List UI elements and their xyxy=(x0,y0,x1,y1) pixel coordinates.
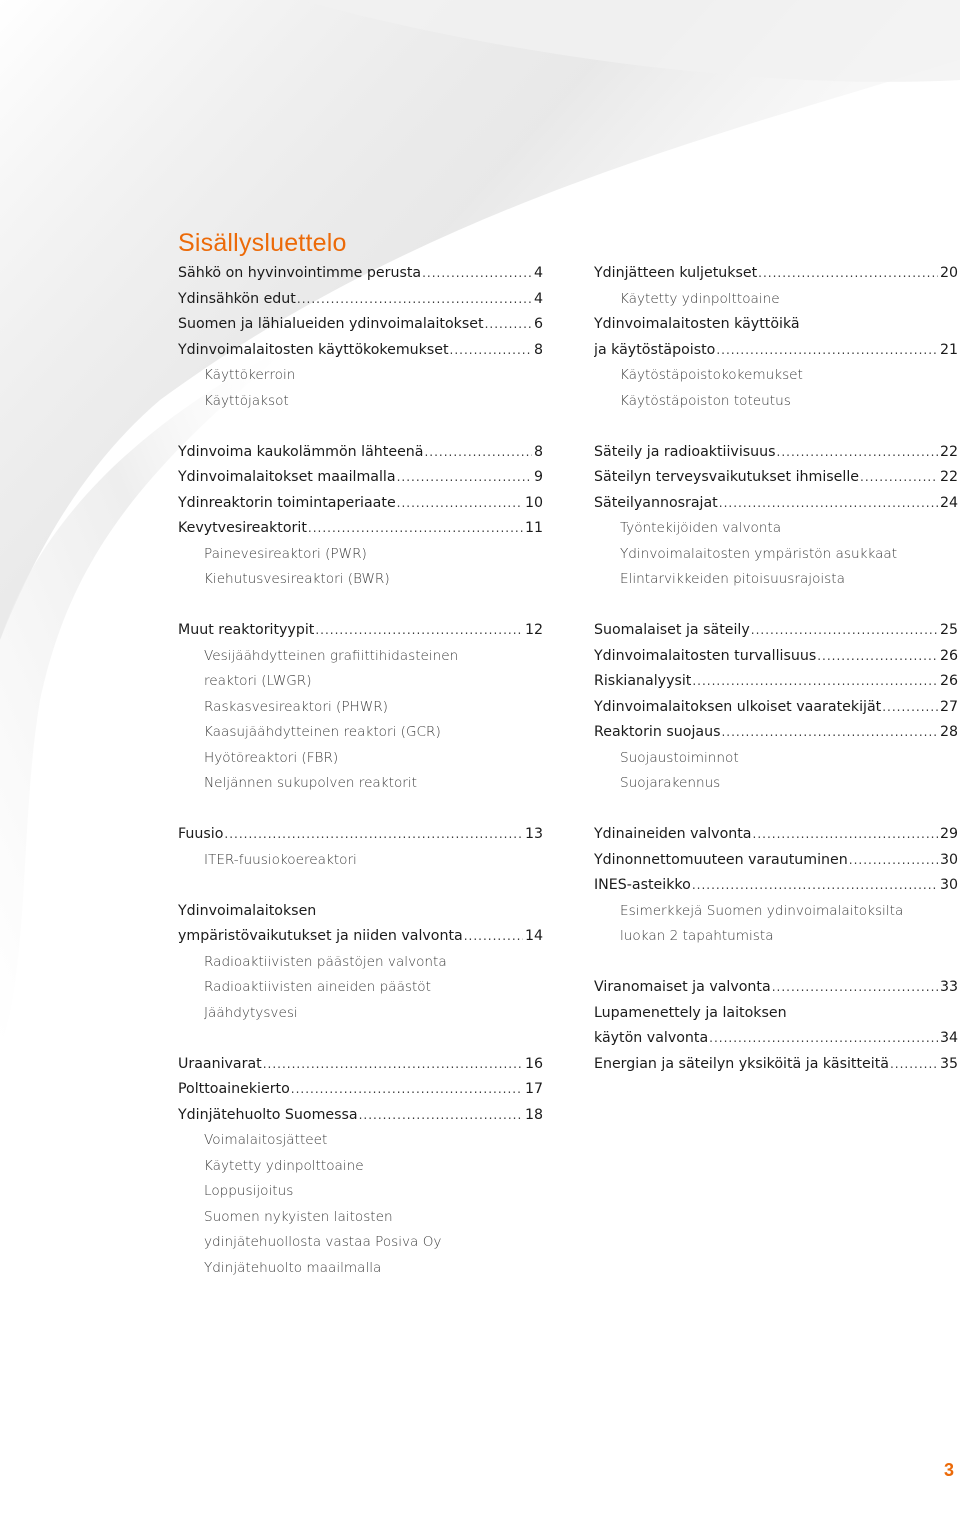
toc-subentry: Raskasvesireaktori (PHWR) xyxy=(204,698,388,715)
toc-entry-label: Uraanivarat xyxy=(178,1055,262,1072)
dot-leader xyxy=(716,338,938,364)
toc-entry-label: Ydinvoima kaukolämmön lähteenä xyxy=(178,443,424,460)
toc-entry[interactable] xyxy=(594,440,958,466)
toc-subentry: Suojaustoiminnot xyxy=(620,749,739,766)
toc-subentry: Voimalaitosjätteet xyxy=(204,1132,328,1148)
toc-entry-page: 22 xyxy=(939,469,958,485)
toc-entry-label: Ydinonnettomuuteen varautuminen xyxy=(594,851,848,868)
toc-entry-page: 35 xyxy=(939,1055,958,1072)
toc-entry-line[interactable]: Ydinvoimalaitosten käyttöikä xyxy=(594,316,800,332)
toc-subentry: Loppusijoitus xyxy=(204,1183,294,1199)
toc-entry[interactable] xyxy=(178,491,543,517)
toc-entry[interactable] xyxy=(594,261,958,287)
dot-leader xyxy=(721,720,937,746)
dot-leader xyxy=(758,261,938,287)
page-number: 3 xyxy=(944,1460,955,1480)
toc-entry-page: 4 xyxy=(533,290,543,307)
toc-entry[interactable] xyxy=(594,465,958,491)
toc-entry-label: Fuusio xyxy=(178,826,224,842)
toc-subentry: ITER-fuusiokoereaktori xyxy=(204,851,357,868)
toc-entry-page: 14 xyxy=(524,928,543,944)
toc-subentry: reaktori (LWGR) xyxy=(204,673,312,689)
toc-entry-page: 12 xyxy=(524,622,543,638)
dot-leader xyxy=(397,465,532,491)
section-gap xyxy=(178,797,543,823)
dot-leader xyxy=(308,516,523,542)
toc-entry-page: 28 xyxy=(939,724,958,740)
dot-leader xyxy=(450,338,532,364)
toc-entry-page: 25 xyxy=(939,622,958,638)
toc-entry-page: 20 xyxy=(939,265,958,281)
toc-entry-line[interactable]: Ydinvoimalaitoksen xyxy=(178,902,317,919)
toc-entry[interactable] xyxy=(594,873,958,899)
toc-column-left xyxy=(178,261,543,1281)
toc-entry-page: 29 xyxy=(939,826,958,842)
dot-leader xyxy=(424,440,531,466)
dot-leader xyxy=(692,669,938,695)
toc-entry-page: 26 xyxy=(939,647,958,664)
toc-entry[interactable] xyxy=(178,261,543,287)
toc-subentry: Ydinvoimalaitosten ympäristön asukkaat xyxy=(620,545,898,562)
toc-entry-page: 24 xyxy=(939,494,958,511)
toc-entry[interactable] xyxy=(594,695,958,721)
toc-entry[interactable] xyxy=(178,1077,543,1103)
toc-subentry: Käyttöjaksot xyxy=(204,392,289,409)
dot-leader xyxy=(297,287,532,313)
toc-subentry: Esimerkkejä Suomen ydinvoimalaitoksilta xyxy=(620,902,904,919)
toc-subentry: Vesijäähdytteinen grafiittihidasteinen xyxy=(204,647,459,664)
toc-entry-label: Suomen ja lähialueiden ydinvoimalaitokset xyxy=(178,316,484,332)
toc-entry-page: 8 xyxy=(533,341,543,358)
toc-entry-page: 17 xyxy=(524,1081,543,1097)
dot-leader xyxy=(890,1052,938,1078)
toc-entry[interactable] xyxy=(178,287,543,313)
toc-entry-label: Energian ja säteilyn yksiköitä ja käsitteitä xyxy=(594,1055,889,1072)
toc-entry-label: Suomalaiset ja säteily xyxy=(594,622,750,638)
toc-entry-label: Ydinreaktorin toimintaperiaate xyxy=(178,494,396,511)
toc-entry[interactable] xyxy=(178,338,543,364)
toc-entry-page: 27 xyxy=(939,698,958,715)
toc-entry[interactable] xyxy=(178,1052,543,1078)
toc-entry-page: 13 xyxy=(524,826,543,842)
toc-entry-page: 30 xyxy=(939,877,958,893)
toc-entry-label: Ydinvoimalaitoksen ulkoiset vaaratekijät xyxy=(594,698,882,715)
toc-entry[interactable] xyxy=(178,465,543,491)
toc-entry[interactable] xyxy=(178,516,543,542)
toc-entry-label: ja käytöstäpoisto xyxy=(594,341,716,358)
dot-leader xyxy=(692,873,938,899)
dot-leader xyxy=(777,440,938,466)
toc-entry-label: Polttoainekierto xyxy=(178,1081,290,1097)
toc-entry-label: Säteilyannosrajat xyxy=(594,494,718,511)
toc-entry-page: 33 xyxy=(939,979,958,995)
toc-entry[interactable] xyxy=(594,1026,958,1052)
toc-subentry: Käytetty ydinpolttoaine xyxy=(620,290,780,307)
toc-subentry: Kaasujäähdytteinen reaktori (GCR) xyxy=(204,724,441,740)
toc-entry-label: Muut reaktorityypit xyxy=(178,622,315,638)
section-gap xyxy=(594,797,958,823)
dot-leader xyxy=(817,644,938,670)
toc-entry-label: Ydinjätehuolto Suomessa xyxy=(178,1106,358,1123)
toc-entry-line[interactable]: Lupamenettely ja laitoksen xyxy=(594,1004,787,1021)
dot-leader xyxy=(397,491,523,517)
dot-leader xyxy=(422,261,532,287)
toc-entry[interactable] xyxy=(594,975,958,1001)
toc-subentry: Jäähdytysvesi xyxy=(204,1004,298,1021)
toc-entry-page: 6 xyxy=(533,316,543,332)
toc-entry-label: Sähkö on hyvinvointimme perusta xyxy=(178,265,422,281)
toc-entry[interactable] xyxy=(178,618,543,644)
toc-subentry: Ydinjätehuolto maailmalla xyxy=(204,1259,382,1276)
toc-entry-page: 4 xyxy=(533,265,543,281)
toc-entry[interactable] xyxy=(594,618,958,644)
toc-entry-page: 18 xyxy=(524,1106,543,1123)
toc-subentry: Käyttökerroin xyxy=(204,367,296,383)
section-gap xyxy=(594,414,958,440)
toc-entry-label: käytön valvonta xyxy=(594,1030,709,1046)
dot-leader xyxy=(751,618,938,644)
toc-entry-page: 8 xyxy=(533,443,543,460)
toc-entry[interactable] xyxy=(594,338,958,364)
toc-entry-label: INES-asteikko xyxy=(594,877,691,893)
toc-entry-label: Ydinvoimalaitokset maailmalla xyxy=(178,469,396,485)
toc-entry-label: Reaktorin suojaus xyxy=(594,724,721,740)
dot-leader xyxy=(860,465,938,491)
toc-subentry: Käytöstäpoiston toteutus xyxy=(620,392,791,409)
toc-entry[interactable] xyxy=(594,491,958,517)
toc-entry-page: 22 xyxy=(939,443,958,460)
toc-entry[interactable] xyxy=(178,822,543,848)
toc-entry[interactable] xyxy=(594,822,958,848)
dot-leader xyxy=(315,618,523,644)
toc-subentry: Käytetty ydinpolttoaine xyxy=(204,1157,364,1174)
toc-entry-page: 10 xyxy=(524,494,543,511)
toc-entry[interactable] xyxy=(594,1052,958,1078)
toc-entry[interactable] xyxy=(594,644,958,670)
toc-entry-label: ympäristövaikutukset ja niiden valvonta xyxy=(178,928,463,944)
toc-subentry: Neljännen sukupolven reaktorit xyxy=(204,775,417,791)
dot-leader xyxy=(464,924,523,950)
dot-leader xyxy=(359,1103,523,1129)
dot-leader xyxy=(849,848,938,874)
section-gap xyxy=(178,414,543,440)
toc-entry-label: Kevytvesireaktorit xyxy=(178,520,307,536)
toc-subentry: Radioaktiivisten aineiden päästöt xyxy=(204,979,431,995)
toc-entry-page: 34 xyxy=(939,1030,958,1046)
toc-entry-label: Säteilyn terveysvaikutukset ihmiselle xyxy=(594,469,860,485)
dot-leader xyxy=(291,1077,523,1103)
toc-entry-page: 11 xyxy=(524,520,543,536)
dot-leader xyxy=(485,312,532,338)
toc-subentry: Painevesireaktori (PWR) xyxy=(204,545,367,562)
toc-entry-label: Ydinvoimalaitosten turvallisuus xyxy=(594,647,817,664)
section-gap xyxy=(178,873,543,899)
section-gap xyxy=(594,593,958,619)
toc-entry-page: 16 xyxy=(524,1055,543,1072)
dot-leader xyxy=(719,491,938,517)
dot-leader xyxy=(263,1052,523,1078)
toc-entry[interactable] xyxy=(594,848,958,874)
toc-entry-page: 21 xyxy=(939,341,958,358)
toc-entry-page: 26 xyxy=(939,673,958,689)
toc-subentry: Käytöstäpoistokokemukset xyxy=(620,367,803,383)
toc-entry[interactable] xyxy=(594,669,958,695)
toc-entry-page: 30 xyxy=(939,851,958,868)
toc-entry[interactable] xyxy=(178,924,543,950)
dot-leader xyxy=(224,822,523,848)
section-gap xyxy=(178,1026,543,1052)
toc-subentry: Elintarvikkeiden pitoisuusrajoista xyxy=(620,571,845,587)
page-title: Sisällysluettelo xyxy=(178,229,347,257)
toc-subentry: Radioaktiivisten päästöjen valvonta xyxy=(204,953,447,970)
toc-subentry: Hyötöreaktori (FBR) xyxy=(204,749,339,766)
toc-subentry: Suomen nykyisten laitosten xyxy=(204,1208,393,1225)
section-gap xyxy=(178,593,543,619)
toc-entry-label: Ydinaineiden valvonta xyxy=(594,826,752,842)
toc-subentry: Työntekijöiden valvonta xyxy=(620,520,782,536)
toc-subentry: luokan 2 tapahtumista xyxy=(620,928,774,944)
toc-subentry: ydinjätehuollosta vastaa Posiva Oy xyxy=(204,1234,442,1250)
toc-entry-label: Ydinjätteen kuljetukset xyxy=(594,265,758,281)
toc-entry[interactable] xyxy=(178,312,543,338)
toc-entry-label: Riskianalyysit xyxy=(594,673,692,689)
toc-entry-page: 9 xyxy=(533,469,543,485)
toc-entry[interactable] xyxy=(594,720,958,746)
toc-column-right xyxy=(594,261,958,1077)
toc-entry[interactable] xyxy=(178,1103,543,1129)
dot-leader xyxy=(709,1026,938,1052)
dot-leader xyxy=(772,975,938,1001)
toc-entry[interactable] xyxy=(178,440,543,466)
dot-leader xyxy=(753,822,938,848)
toc-entry-label: Viranomaiset ja valvonta xyxy=(594,979,771,995)
toc-subentry: Kiehutusvesireaktori (BWR) xyxy=(204,571,390,587)
toc-entry-label: Ydinsähkön edut xyxy=(178,290,296,307)
toc-entry-label: Säteily ja radioaktiivisuus xyxy=(594,443,776,460)
dot-leader xyxy=(882,695,938,721)
toc-entry-label: Ydinvoimalaitosten käyttökokemukset xyxy=(178,341,449,358)
toc-subentry: Suojarakennus xyxy=(620,775,721,791)
section-gap xyxy=(594,950,958,976)
